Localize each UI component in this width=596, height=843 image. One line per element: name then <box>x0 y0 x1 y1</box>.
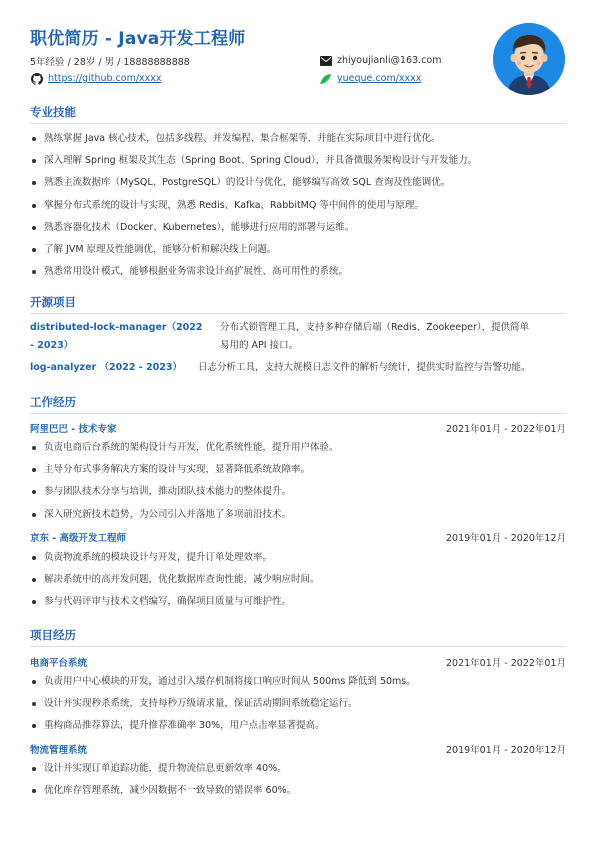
section-title-skills: 专业技能 <box>30 105 76 119</box>
list-item: 主导分布式事务解决方案的设计与实现，显著降低系统故障率。 <box>30 459 570 481</box>
email-contact <box>319 54 441 67</box>
section-divider <box>30 413 566 414</box>
list-item: 熟悉容器化技术（Docker、Kubernetes），能够进行应用的部署与运维。 <box>30 217 570 239</box>
opensource-item-title: log-analyzer （2022 - 2023） <box>30 362 182 373</box>
job-date: 2019年01月 - 2020年12月 <box>446 533 566 544</box>
project-header <box>30 655 566 669</box>
yuque-link[interactable]: yueque.com/xxxx <box>337 73 422 84</box>
project-date: 2021年01月 - 2022年01月 <box>446 658 566 669</box>
section-title-work: 工作经历 <box>30 395 76 409</box>
job-header <box>30 530 566 544</box>
project-duties-list <box>30 671 570 738</box>
github-icon <box>30 72 43 85</box>
list-item: 深入研究新技术趋势，为公司引入并落地了多项前沿技术。 <box>30 504 570 526</box>
list-item: 深入理解 Spring 框架及其生态（Spring Boot、Spring Cloud），并具备微服务架构设计与开发能力。 <box>30 150 570 172</box>
yuque-contact <box>319 72 421 85</box>
list-item: 参与团队技术分享与培训，推动团队技术能力的整体提升。 <box>30 481 570 503</box>
list-item: 了解 JVM 原理及性能调优，能够分析和解决线上问题。 <box>30 239 570 261</box>
list-item: 设计并实现订单追踪功能，提升物流信息更新效率 40%。 <box>30 758 570 780</box>
job-date: 2021年01月 - 2022年01月 <box>446 424 566 435</box>
skills-list <box>30 128 570 283</box>
avatar <box>493 23 565 95</box>
job-header <box>30 421 566 435</box>
opensource-item <box>30 319 570 355</box>
project-duties-list <box>30 758 570 802</box>
list-item: 重构商品推荐算法，提升推荐准确率 30%，用户点击率显著提高。 <box>30 715 570 737</box>
list-item: 负责用户中心模块的开发，通过引入缓存机制将接口响应时间从 500ms 降低到 50ms。 <box>30 671 570 693</box>
list-item: 熟练掌握 Java 核心技术，包括多线程、并发编程、集合框架等，并能在实际项目中进行优化。 <box>30 128 570 150</box>
resume-name: 职优简历 - Java开发工程师 <box>30 29 246 49</box>
opensource-item <box>30 359 570 377</box>
resume-meta: 5年经验 / 28岁 / 男 / 18888888888 <box>30 57 190 68</box>
project-header <box>30 742 566 756</box>
list-item: 熟悉常用设计模式，能够根据业务需求设计高扩展性、高可用性的系统。 <box>30 261 570 283</box>
project-title: 物流管理系统 <box>30 745 88 756</box>
envelope-icon <box>319 54 332 67</box>
list-item: 掌握分布式系统的设计与实现，熟悉 Redis、Kafka、RabbitMQ 等中间件的使用与原理。 <box>30 195 570 217</box>
github-contact <box>30 72 162 85</box>
project-date: 2019年01月 - 2020年12月 <box>446 745 566 756</box>
list-item: 熟悉主流数据库（MySQL、PostgreSQL）的设计与优化，能够编写高效 SQL 查询及性能调优。 <box>30 172 570 194</box>
list-item: 负责电商后台系统的架构设计与开发，优化系统性能，提升用户体验。 <box>30 437 570 459</box>
job-title: 阿里巴巴 - 技术专家 <box>30 424 117 435</box>
section-divider <box>30 646 566 647</box>
opensource-item-desc: 日志分析工具，支持大规模日志文件的解析与统计，提供实时监控与告警功能。 <box>198 362 531 373</box>
list-item: 设计并实现秒杀系统，支持每秒万级请求量，保证活动期间系统稳定运行。 <box>30 693 570 715</box>
github-link[interactable]: https://github.com/xxxx <box>48 73 162 84</box>
list-item: 解决系统中的高并发问题，优化数据库查询性能，减少响应时间。 <box>30 569 570 591</box>
email-text[interactable]: zhiyoujianli@163.com <box>337 55 442 66</box>
opensource-item-title: distributed-lock-manager（2022 - 2023） <box>30 322 203 351</box>
section-divider <box>30 123 566 124</box>
list-item: 参与代码评审与技术文档编写，确保项目质量与可维护性。 <box>30 591 570 613</box>
list-item: 优化库存管理系统，减少因数据不一致导致的错误率 60%。 <box>30 780 570 802</box>
job-title: 京东 - 高级开发工程师 <box>30 533 127 544</box>
job-duties-list <box>30 437 570 526</box>
section-divider <box>30 313 566 314</box>
section-title-opensource: 开源项目 <box>30 295 76 309</box>
yuque-icon <box>319 72 332 85</box>
opensource-item-desc: 分布式锁管理工具，支持多种存储后端（Redis、Zookeeper），提供简单 易用的 API 接口。 <box>220 322 530 351</box>
project-title: 电商平台系统 <box>30 658 88 669</box>
list-item: 负责物流系统的模块设计与开发，提升订单处理效率。 <box>30 547 570 569</box>
job-duties-list <box>30 547 570 614</box>
section-title-projects: 项目经历 <box>30 628 76 642</box>
